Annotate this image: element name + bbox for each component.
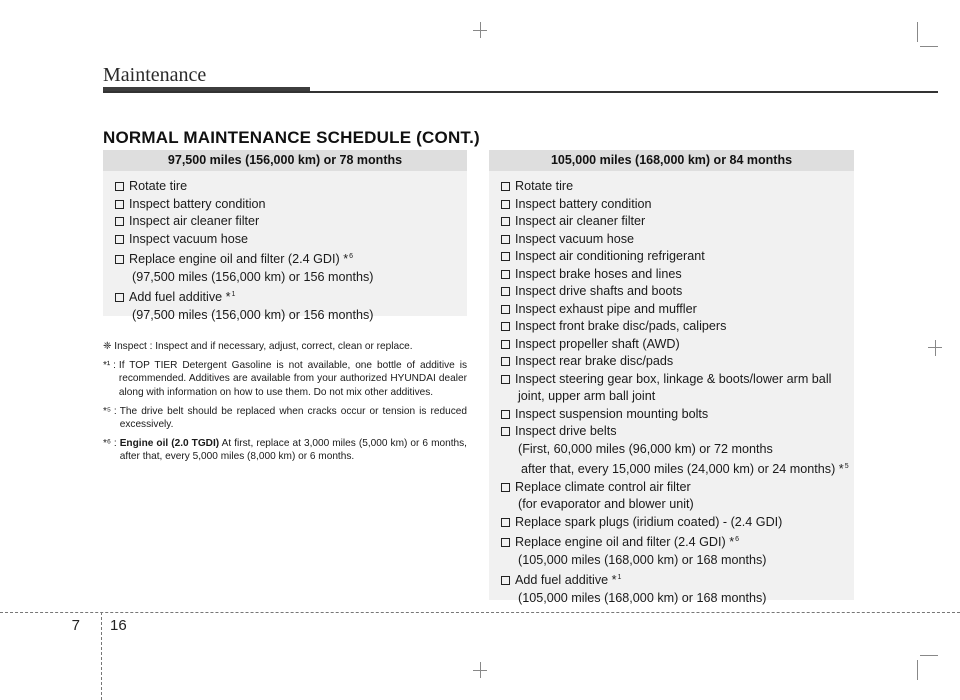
- checkbox-icon: [501, 483, 510, 492]
- crop-mark: [920, 46, 938, 47]
- list-item-text: Inspect propeller shaft (AWD): [515, 336, 680, 351]
- list-item-text: (105,000 miles (168,000 km) or 168 months): [518, 552, 767, 567]
- panel-heading: 97,500 miles (156,000 km) or 78 months: [103, 150, 467, 171]
- section-number: 7: [71, 617, 80, 634]
- list-item: [501, 266, 846, 284]
- list-item-text: Inspect battery condition: [515, 196, 652, 211]
- list-item-continuation: [501, 496, 846, 514]
- list-item-text: Inspect steering gear box, linkage & boots/lower arm ball: [515, 371, 832, 386]
- note-1: [103, 359, 467, 399]
- list-item-text: Rotate tire: [515, 179, 574, 193]
- list-item-text: (97,500 miles (156,000 km) or 156 months): [132, 307, 374, 322]
- section-title: NORMAL MAINTENANCE SCHEDULE (CONT.): [103, 128, 480, 147]
- crop-mark: [473, 670, 487, 671]
- list-item: [501, 283, 846, 301]
- list-item-text: Inspect exhaust pipe and muffler: [515, 301, 697, 316]
- list-item-text: Inspect air cleaner filter: [129, 214, 260, 228]
- list-item-text: Rotate tire: [129, 179, 188, 193]
- footnote-ref: 1: [231, 291, 236, 298]
- panel-item-list: [501, 178, 849, 607]
- checkbox-icon: [501, 182, 510, 191]
- list-item: [501, 178, 846, 196]
- list-item: [501, 371, 846, 389]
- header-title: Maintenance: [103, 64, 207, 86]
- list-item: [501, 514, 846, 532]
- list-item: [115, 196, 459, 214]
- list-item: [501, 531, 846, 552]
- list-item-text: joint, upper arm ball joint: [518, 389, 656, 403]
- schedule-panel-105000: [489, 150, 854, 605]
- list-item-text: Inspect vacuum hose: [515, 231, 635, 246]
- list-item: [501, 213, 846, 231]
- panel-item-list: [115, 178, 459, 324]
- page-number-value: 16: [110, 617, 127, 634]
- note-inspect: ❈ Inspect : Inspect and if necessary, adjust, correct, clean or replace.: [103, 341, 413, 352]
- checkbox-icon: [501, 538, 510, 547]
- footnote-ref: 5: [844, 463, 849, 470]
- checkbox-icon: [115, 200, 124, 209]
- list-item: [501, 569, 846, 590]
- list-item-continuation: [501, 552, 846, 570]
- note-6-body: [120, 437, 467, 463]
- checkbox-icon: [115, 255, 124, 264]
- list-item: [501, 423, 846, 441]
- list-item-text: Inspect drive shafts and boots: [515, 284, 683, 298]
- checkbox-icon: [501, 217, 510, 226]
- checkbox-icon: [115, 217, 124, 226]
- list-item-text: after that, every 15,000 miles (24,000 km) or 24 months) *: [521, 462, 844, 476]
- checkbox-icon: [501, 322, 510, 331]
- list-item: [501, 196, 846, 214]
- list-item: [501, 406, 846, 424]
- list-item-text: Replace climate control air filter: [515, 479, 691, 494]
- checkbox-icon: [501, 252, 510, 261]
- crop-mark: [917, 22, 918, 42]
- list-item: [501, 248, 846, 266]
- list-item-text: (First, 60,000 miles (96,000 km) or 72 months: [518, 441, 773, 456]
- list-item-text: (for evaporator and blower unit): [518, 497, 694, 511]
- note-5: [103, 405, 467, 431]
- list-item-text: Replace engine oil and filter (2.4 GDI) *: [515, 535, 735, 549]
- list-item-continuation: [501, 441, 846, 459]
- list-item-text: Replace spark plugs (iridium coated) - (2.4 GDI): [515, 514, 783, 529]
- checkbox-icon: [501, 427, 510, 436]
- note-6-text: At first, replace at 3,000 miles (5,000 km) or 6 months, after that, every 5,000 miles (8,000 km) or 6 months.: [119, 438, 467, 463]
- list-item-text: Inspect vacuum hose: [129, 231, 249, 246]
- list-item-text: Replace engine oil and filter (2.4 GDI) *: [129, 252, 349, 266]
- list-item-continuation: [115, 269, 459, 287]
- crop-mark: [928, 347, 942, 348]
- list-item: [501, 353, 846, 371]
- checkbox-icon: [501, 200, 510, 209]
- checkbox-icon: [501, 375, 510, 384]
- list-item: [115, 248, 459, 269]
- crop-mark: [935, 340, 936, 356]
- list-item-text: Inspect air conditioning refrigerant: [515, 249, 705, 263]
- checkbox-icon: [501, 518, 510, 527]
- footnote-ref: 6: [349, 253, 354, 260]
- list-item-text: Inspect suspension mounting bolts: [515, 406, 709, 421]
- footnote-ref: 1: [617, 574, 622, 581]
- checkbox-icon: [501, 270, 510, 279]
- note-5-text: The drive belt should be replaced when cracks occur or tension is reduced excessively.: [119, 405, 467, 431]
- crop-mark: [920, 655, 938, 656]
- crop-mark: [917, 660, 918, 680]
- list-item-text: (97,500 miles (156,000 km) or 156 months): [132, 269, 374, 284]
- list-item-text: (105,000 miles (168,000 km) or 168 months): [518, 590, 767, 605]
- note-1-label: *¹ :: [103, 360, 116, 372]
- list-item-text: Inspect battery condition: [129, 196, 266, 211]
- note-6-label: *⁶ :: [103, 438, 117, 450]
- checkbox-icon: [501, 357, 510, 366]
- list-item-continuation: [501, 388, 846, 406]
- checkbox-icon: [501, 576, 510, 585]
- checkbox-icon: [501, 340, 510, 349]
- list-item-continuation: [501, 458, 849, 479]
- footnote-ref: 6: [735, 536, 740, 543]
- note-5-label: *⁵ :: [103, 405, 117, 417]
- list-item: [115, 286, 459, 307]
- list-item: [115, 178, 459, 196]
- footer-dashed-rule: [0, 612, 960, 613]
- list-item: [501, 336, 846, 354]
- footnotes: [103, 340, 467, 470]
- list-item-text: Add fuel additive *: [515, 573, 617, 587]
- checkbox-icon: [115, 182, 124, 191]
- note-1-text: If TOP TIER Detergent Gasoline is not available, one bottle of additive is recommended. Additives are available from your authorized HYUNDAI dealer along with information on how to use them. Do not mix other additives.: [118, 360, 467, 398]
- crop-mark: [473, 30, 487, 31]
- checkbox-icon: [501, 235, 510, 244]
- list-item: [501, 479, 846, 497]
- list-item-text: Inspect rear brake disc/pads: [515, 354, 674, 368]
- note-6-bold: Engine oil (2.0 TGDI): [119, 438, 220, 450]
- list-item: [501, 231, 846, 249]
- list-item: [115, 213, 459, 231]
- list-item-text: Add fuel additive *: [129, 290, 231, 304]
- checkbox-icon: [501, 287, 510, 296]
- panel-heading: 105,000 miles (168,000 km) or 84 months: [489, 150, 854, 171]
- list-item-text: Inspect brake hoses and lines: [515, 266, 682, 281]
- schedule-panel-97500: [103, 150, 467, 322]
- checkbox-icon: [501, 305, 510, 314]
- list-item-text: Inspect front brake disc/pads, calipers: [515, 319, 727, 333]
- list-item-continuation: [501, 590, 846, 608]
- note-6: [103, 437, 467, 463]
- list-item: [501, 301, 846, 319]
- list-item-text: Inspect air cleaner filter: [515, 214, 646, 228]
- checkbox-icon: [115, 293, 124, 302]
- header-rule: [103, 91, 938, 93]
- list-item: [501, 318, 846, 336]
- checkbox-icon: [501, 410, 510, 419]
- list-item: [115, 231, 459, 249]
- checkbox-icon: [115, 235, 124, 244]
- list-item-continuation: [115, 307, 459, 325]
- list-item-text: Inspect drive belts: [515, 424, 617, 438]
- footer-dashed-vertical: [101, 612, 102, 700]
